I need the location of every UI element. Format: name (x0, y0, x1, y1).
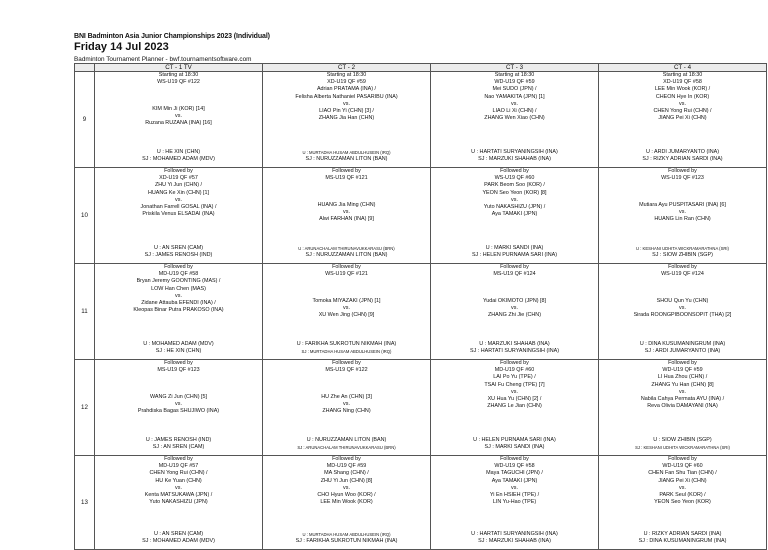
match-cell (95, 456, 263, 550)
match-officials (431, 341, 598, 355)
match-line: vs. (679, 305, 686, 312)
match-line: vs. (343, 484, 350, 491)
match-line: Yuto NAKASHIZU (JPN) (149, 499, 208, 506)
match-players (263, 394, 430, 416)
umpire-line: U : FARIKHA SUKROTUN NIKMAH (INA) (296, 341, 397, 347)
match-officials (431, 245, 598, 259)
source-line: Badminton Tournament Planner - bwf.tournamentsoftware.com (74, 56, 252, 63)
match-line: Followed by (332, 264, 361, 270)
service-judge-line: SJ : NURUZZAMAN LITON (BAN) (305, 252, 388, 259)
match-officials (431, 531, 598, 545)
match-line: PARK Beom Soo (KOR) / (484, 182, 545, 189)
match-line: XD-U19 QF #58 (663, 79, 702, 86)
umpire-line: U : RIZKY ADRIAN SARDI (INA) (643, 531, 722, 537)
match-cell (263, 264, 431, 360)
match-line: vs. (511, 100, 518, 107)
court-header-row (75, 64, 767, 72)
match-line: vs. (175, 196, 182, 203)
umpire-line: U : KESHANI UDHITA WICKRAMARATHNA (SRI) (636, 246, 729, 251)
match-info (95, 456, 262, 506)
court-header: CT - 1 TV (95, 64, 263, 72)
match-line: Aya TAMAKI (JPN) (491, 477, 538, 484)
match-line: XU Wen Jing (CHN) [9] (318, 312, 375, 319)
match-info (431, 72, 598, 122)
match-line: vs. (175, 292, 182, 299)
match-line: Starting at 18:30 (662, 72, 703, 78)
court-schedule-table (74, 63, 767, 550)
event-title: BNI Badminton Asia Junior Championships 2023 (Individual) (74, 33, 270, 40)
match-officials (599, 531, 766, 545)
umpire-line: U : HE XIN (CHN) (156, 149, 201, 155)
match-line: HUANG Ke Xin (CHN) [1] (147, 189, 210, 196)
match-cell (599, 72, 767, 168)
match-info (431, 456, 598, 506)
umpire-line: U : AN SREN (CAM) (153, 245, 204, 251)
umpire-line: U : MURTADHA HUSAM ABDULHUSEIN (IRQ) (302, 532, 391, 537)
match-cell (431, 456, 599, 550)
round-row (75, 72, 767, 168)
court-header: CT - 3 (431, 64, 599, 72)
match-cell (599, 264, 767, 360)
umpire-line: U : MOHAMED ADAM (MDV) (143, 341, 214, 347)
match-line: MS-U19 QF #123 (157, 367, 200, 374)
match-players (263, 202, 430, 224)
match-line: ZHU Yi Jun (CHN) / (154, 182, 203, 189)
match-line: SHOU Qun Yu (CHN) (656, 298, 709, 304)
match-line: vs. (343, 401, 350, 408)
match-officials (263, 341, 430, 355)
match-line: HUANG Jia Ming (CHN) (317, 202, 376, 208)
match-players (95, 394, 262, 416)
match-line: Reva Olivia DAMAYANI (INA) (647, 403, 718, 410)
umpire-line: U : ARUNACHALAM THIRUNAVUKKARASU (BRN) (298, 246, 395, 251)
match-info (599, 360, 766, 410)
match-line: CHEN Yong Rui (CHN) / (149, 470, 208, 477)
match-line: Mei SUDO (JPN) / (492, 86, 537, 93)
match-line: ZHU Yi Jun (CHN) [8] (320, 477, 373, 484)
umpire-line: U : MARZUKI SHAHAB (INA) (479, 341, 550, 347)
service-judge-line: SJ : MOHAMED ADAM (MDV) (142, 156, 215, 163)
umpire-line: U : NURUZZAMAN LITON (BAN) (306, 437, 387, 443)
round-number: 13 (75, 456, 95, 550)
match-officials (599, 149, 766, 163)
match-line: HU Zhe An (CHN) [3] (321, 394, 372, 400)
match-line: MS-U19 QF #121 (325, 175, 368, 182)
service-judge-line: SJ : MOHAMED ADAM (MDV) (142, 538, 215, 545)
service-judge-line: SJ : HARTATI SURYANINGSIH (INA) (469, 348, 560, 355)
match-officials (95, 245, 262, 259)
match-line: CHEN Fan Shu Tian (CHN) / (648, 470, 717, 477)
match-officials (599, 341, 766, 355)
match-line: PARK Seul (KOR) / (659, 492, 706, 499)
match-cell (431, 360, 599, 456)
match-line: MD-U19 QF #57 (158, 463, 199, 470)
match-line: MS-U19 QF #124 (493, 271, 536, 278)
match-line: ZHANG Le Jian (CHN) (487, 403, 542, 410)
match-line: ZHANG Yu Han (CHN) [8] (651, 381, 714, 388)
match-line: Zidane Attauba EFENDI (INA) / (141, 300, 216, 307)
match-line: Yudai OKIMOTO (JPN) [8] (482, 298, 547, 304)
match-cell (263, 360, 431, 456)
match-line: vs. (679, 388, 686, 395)
schedule-body (75, 72, 767, 550)
round-header-cell (75, 64, 95, 72)
match-players (263, 298, 430, 320)
match-line: MS-U19 QF #122 (325, 367, 368, 374)
court-header: CT - 4 (599, 64, 767, 72)
umpire-line: U : JAMES RENOSH (IND) (145, 437, 212, 443)
umpire-line: U : SIOW ZHIBIN (SGP) (653, 437, 712, 443)
match-line: Adrian PRATAMA (INA) / (316, 86, 377, 93)
match-officials (263, 245, 430, 259)
match-line: Nao YAMAKITA (JPN) [1] (484, 93, 545, 100)
match-info (95, 168, 262, 218)
match-line: Ruzana RUZANA (INA) [16] (145, 120, 212, 127)
match-officials (263, 531, 430, 545)
service-judge-line: SJ : KESHANI UDHITA WICKRAMARATHNA (SRI) (635, 445, 730, 451)
match-cell (599, 360, 767, 456)
match-line: Starting at 18:30 (158, 72, 199, 78)
match-info (95, 72, 262, 86)
match-line: LIAO Pin Yi (CHN) [3] / (319, 108, 374, 115)
match-line: Followed by (500, 360, 529, 366)
match-line: Kleopas Binar Putra PRAKOSO (INA) (133, 307, 224, 314)
match-officials (95, 531, 262, 545)
match-line: Priskila Venus ELSADAI (INA) (142, 211, 215, 218)
match-line: XU Hua Yu (CHN) [2] / (487, 396, 542, 403)
match-officials (95, 149, 262, 163)
service-judge-line: SJ : SIOW ZHIBIN (SGP) (652, 252, 713, 259)
match-line: Yi En HSIEH (TPE) / (489, 492, 540, 499)
match-line: Followed by (164, 264, 193, 270)
match-info (431, 360, 598, 410)
match-line: LEE Min Wook (KOR) / (654, 86, 711, 93)
match-line: vs. (175, 484, 182, 491)
umpire-line: U : HELEN PURNAMA SARI (INA) (473, 437, 556, 443)
match-line: Followed by (500, 264, 529, 270)
court-header: CT - 2 (263, 64, 431, 72)
service-judge-line: SJ : FARIKHA SUKROTUN NIKMAH (INA) (295, 538, 398, 545)
service-judge-line: SJ : MURTADHA HUSAM ABDULHUSEIN (IRQ) (301, 349, 392, 355)
match-line: LAI Po Yu (TPE) / (493, 374, 536, 381)
match-line: WD-U19 QF #60 (662, 463, 703, 470)
match-line: vs. (679, 484, 686, 491)
match-line: LEE Min Wook (KOR) (320, 499, 373, 506)
service-judge-line: SJ : HELEN PURNAMA SARI (INA) (471, 252, 558, 259)
match-line: Maya TAGUCHI (JPN) / (486, 470, 543, 477)
match-line: KIM Min Ji (KOR) [14] (152, 106, 205, 112)
service-judge-line: SJ : DINA KUSUMANINGRUM (INA) (638, 538, 727, 545)
match-line: Alwi FARHAN (INA) [9] (319, 216, 374, 223)
service-judge-line: SJ : RIZKY ADRIAN SARDI (INA) (642, 156, 723, 163)
match-officials (263, 149, 430, 163)
umpire-line: U : AN SREN (CAM) (153, 531, 204, 537)
match-players (599, 298, 766, 320)
match-cell (599, 168, 767, 264)
match-info (263, 456, 430, 506)
match-line: LIAO Li Xi (CHN) / (492, 108, 537, 115)
match-cell (263, 456, 431, 550)
match-info (263, 360, 430, 374)
match-line: vs. (343, 305, 350, 312)
match-line: vs. (679, 100, 686, 107)
match-line: HU Ke Yuan (CHN) (155, 477, 202, 484)
match-line: LI Hua Zhou (CHN) / (657, 374, 708, 381)
match-line: CHEON Hye In (KOR) (655, 93, 710, 100)
service-judge-line: SJ : JAMES RENOSH (IND) (144, 252, 213, 259)
match-cell (599, 456, 767, 550)
match-line: ZHANG Jia Han (CHN) (318, 115, 375, 122)
match-line: Aya TAMAKI (JPN) (491, 211, 538, 218)
service-judge-line: SJ : HE XIN (CHN) (155, 348, 202, 355)
match-players (431, 298, 598, 320)
match-info (95, 264, 262, 314)
match-line: MD-U19 QF #60 (494, 367, 535, 374)
match-line: vs. (343, 209, 350, 216)
match-info (599, 456, 766, 506)
match-info (263, 72, 430, 122)
match-line: Yuto NAKASHIZU (JPN) / (483, 204, 546, 211)
match-line: vs. (343, 100, 350, 107)
match-line: JIANG Pei Xi (CHN) (658, 477, 707, 484)
service-judge-line: SJ : ARDI JUMARYANTO (INA) (644, 348, 721, 355)
match-line: Prahdiska Bagas SHUJIWO (INA) (137, 408, 220, 415)
round-number: 9 (75, 72, 95, 168)
match-line: Followed by (500, 456, 529, 462)
match-line: vs. (511, 196, 518, 203)
match-officials (95, 437, 262, 451)
umpire-line: U : DINA KUSUMANINGRUM (INA) (639, 341, 726, 347)
round-row (75, 456, 767, 550)
match-line: Nabila Cahya Permata AYU (INA) / (640, 396, 725, 403)
match-line: HUANG Lin Ran (CHN) (654, 216, 711, 223)
match-line: YEON Seo Yeon (KOR) [8] (482, 189, 547, 196)
service-judge-line: SJ : MARZUKI SHAHAB (INA) (478, 156, 551, 163)
match-line: Followed by (164, 360, 193, 366)
match-cell (431, 72, 599, 168)
service-judge-line: SJ : MARZUKI SHAHAB (INA) (478, 538, 551, 545)
match-info (263, 264, 430, 278)
match-officials (263, 437, 430, 451)
match-line: Followed by (500, 168, 529, 174)
match-line: Starting at 18:30 (494, 72, 535, 78)
match-line: Followed by (668, 264, 697, 270)
match-line: CHEN Yong Rui (CHN) / (653, 108, 712, 115)
match-cell (431, 168, 599, 264)
match-line: ZHANG Ning (CHN) (322, 408, 371, 415)
round-number: 10 (75, 168, 95, 264)
match-line: LOW Han Chen (MAS) (151, 285, 206, 292)
match-line: XD-U19 QF #59 (327, 79, 366, 86)
service-judge-line: SJ : MARKI SANDI (INA) (484, 444, 545, 451)
match-officials (431, 437, 598, 451)
umpire-line: U : HARTATI SURYANINGSIH (INA) (471, 531, 558, 537)
match-line: Followed by (164, 168, 193, 174)
match-info (263, 168, 430, 182)
match-players (95, 106, 262, 128)
match-line: vs. (175, 113, 182, 120)
match-line: Bryan Jeremy GOONTING (MAS) / (136, 278, 221, 285)
match-line: JIANG Pei Xi (CHN) (658, 115, 707, 122)
umpire-line: U : MURTADHA HUSAM ABDULHUSEIN (IRQ) (302, 150, 391, 155)
match-line: Sirada ROONGPIBOONSOPIT (THA) [2] (633, 312, 732, 319)
match-line: ZHANG Zhi Jie (CHN) (487, 312, 541, 319)
match-officials (431, 149, 598, 163)
match-info (95, 360, 262, 374)
match-line: XD-U19 QF #57 (159, 175, 198, 182)
match-line: WS-U19 QF #122 (157, 79, 200, 86)
match-info (599, 168, 766, 182)
match-line: MD-U19 QF #59 (326, 463, 367, 470)
match-info (599, 72, 766, 122)
match-cell (263, 72, 431, 168)
match-line: MA Shang (CHN) / (324, 470, 369, 477)
match-line: vs. (511, 305, 518, 312)
umpire-line: U : ARDI JUMARYANTO (INA) (645, 149, 720, 155)
match-line: WS-U19 QF #60 (494, 175, 535, 182)
match-line: WS-U19 QF #124 (661, 271, 704, 278)
umpire-line: U : MARKI SANDI (INA) (485, 245, 544, 251)
match-line: Followed by (668, 456, 697, 462)
match-line: vs. (511, 388, 518, 395)
match-line: ZHANG Wen Xiao (CHN) (484, 115, 545, 122)
match-line: WS-U19 QF #123 (661, 175, 704, 182)
service-judge-line: SJ : ARUNACHALAM THIRUNAVUKKARASU (BRN) (297, 445, 396, 451)
service-judge-line: SJ : NURUZZAMAN LITON (BAN) (305, 156, 388, 163)
match-line: Followed by (332, 168, 361, 174)
match-cell (263, 168, 431, 264)
round-row (75, 168, 767, 264)
match-line: Jonathan Farrell GOSAL (INA) / (140, 204, 217, 211)
match-cell (95, 360, 263, 456)
match-line: vs. (175, 401, 182, 408)
round-row (75, 264, 767, 360)
round-row (75, 360, 767, 456)
match-line: vs. (511, 484, 518, 491)
match-line: WD-U19 QF #58 (494, 463, 535, 470)
match-line: Felisha Alberta Nathaniel PASARIBU (INA) (295, 93, 398, 100)
match-info (599, 264, 766, 278)
match-line: YEON Seo Yeon (KOR) (654, 499, 711, 506)
match-line: Followed by (332, 456, 361, 462)
match-players (599, 202, 766, 224)
match-line: Mutiara Ayu PUSPITASARI (INA) [6] (639, 202, 726, 208)
schedule-date: Friday 14 Jul 2023 (74, 41, 169, 53)
service-judge-line: SJ : AN SREN (CAM) (152, 444, 205, 451)
match-line: Followed by (332, 360, 361, 366)
match-line: vs. (679, 209, 686, 216)
match-line: CHO Hyun Woo (KOR) / (317, 492, 376, 499)
match-officials (599, 437, 766, 451)
match-line: WD-U19 QF #59 (662, 367, 703, 374)
match-line: Followed by (668, 168, 697, 174)
match-line: Starting at 18:30 (326, 72, 367, 78)
match-cell (95, 168, 263, 264)
match-info (431, 168, 598, 218)
match-line: Kenta MATSUKAWA (JPN) / (144, 492, 213, 499)
round-number: 12 (75, 360, 95, 456)
match-officials (95, 341, 262, 355)
match-cell (431, 264, 599, 360)
match-info (431, 264, 598, 278)
match-line: WANG Zi Jun (CHN) [5] (149, 394, 207, 400)
match-line: TSAI Fu Cheng (TPE) [7] (484, 381, 545, 388)
round-number: 11 (75, 264, 95, 360)
match-cell (95, 72, 263, 168)
match-line: Followed by (668, 360, 697, 366)
match-line: LIN Yu-Hao (TPE) (492, 499, 537, 506)
match-officials (599, 245, 766, 259)
match-line: WS-U19 QF #121 (325, 271, 368, 278)
match-line: MD-U19 QF #58 (158, 271, 199, 278)
match-line: WD-U19 QF #59 (494, 79, 535, 86)
match-cell (95, 264, 263, 360)
match-line: Tomoka MIYAZAKI (JPN) [1] (312, 298, 381, 304)
match-line: Followed by (164, 456, 193, 462)
umpire-line: U : HARTATI SURYANINGSIH (INA) (471, 149, 558, 155)
